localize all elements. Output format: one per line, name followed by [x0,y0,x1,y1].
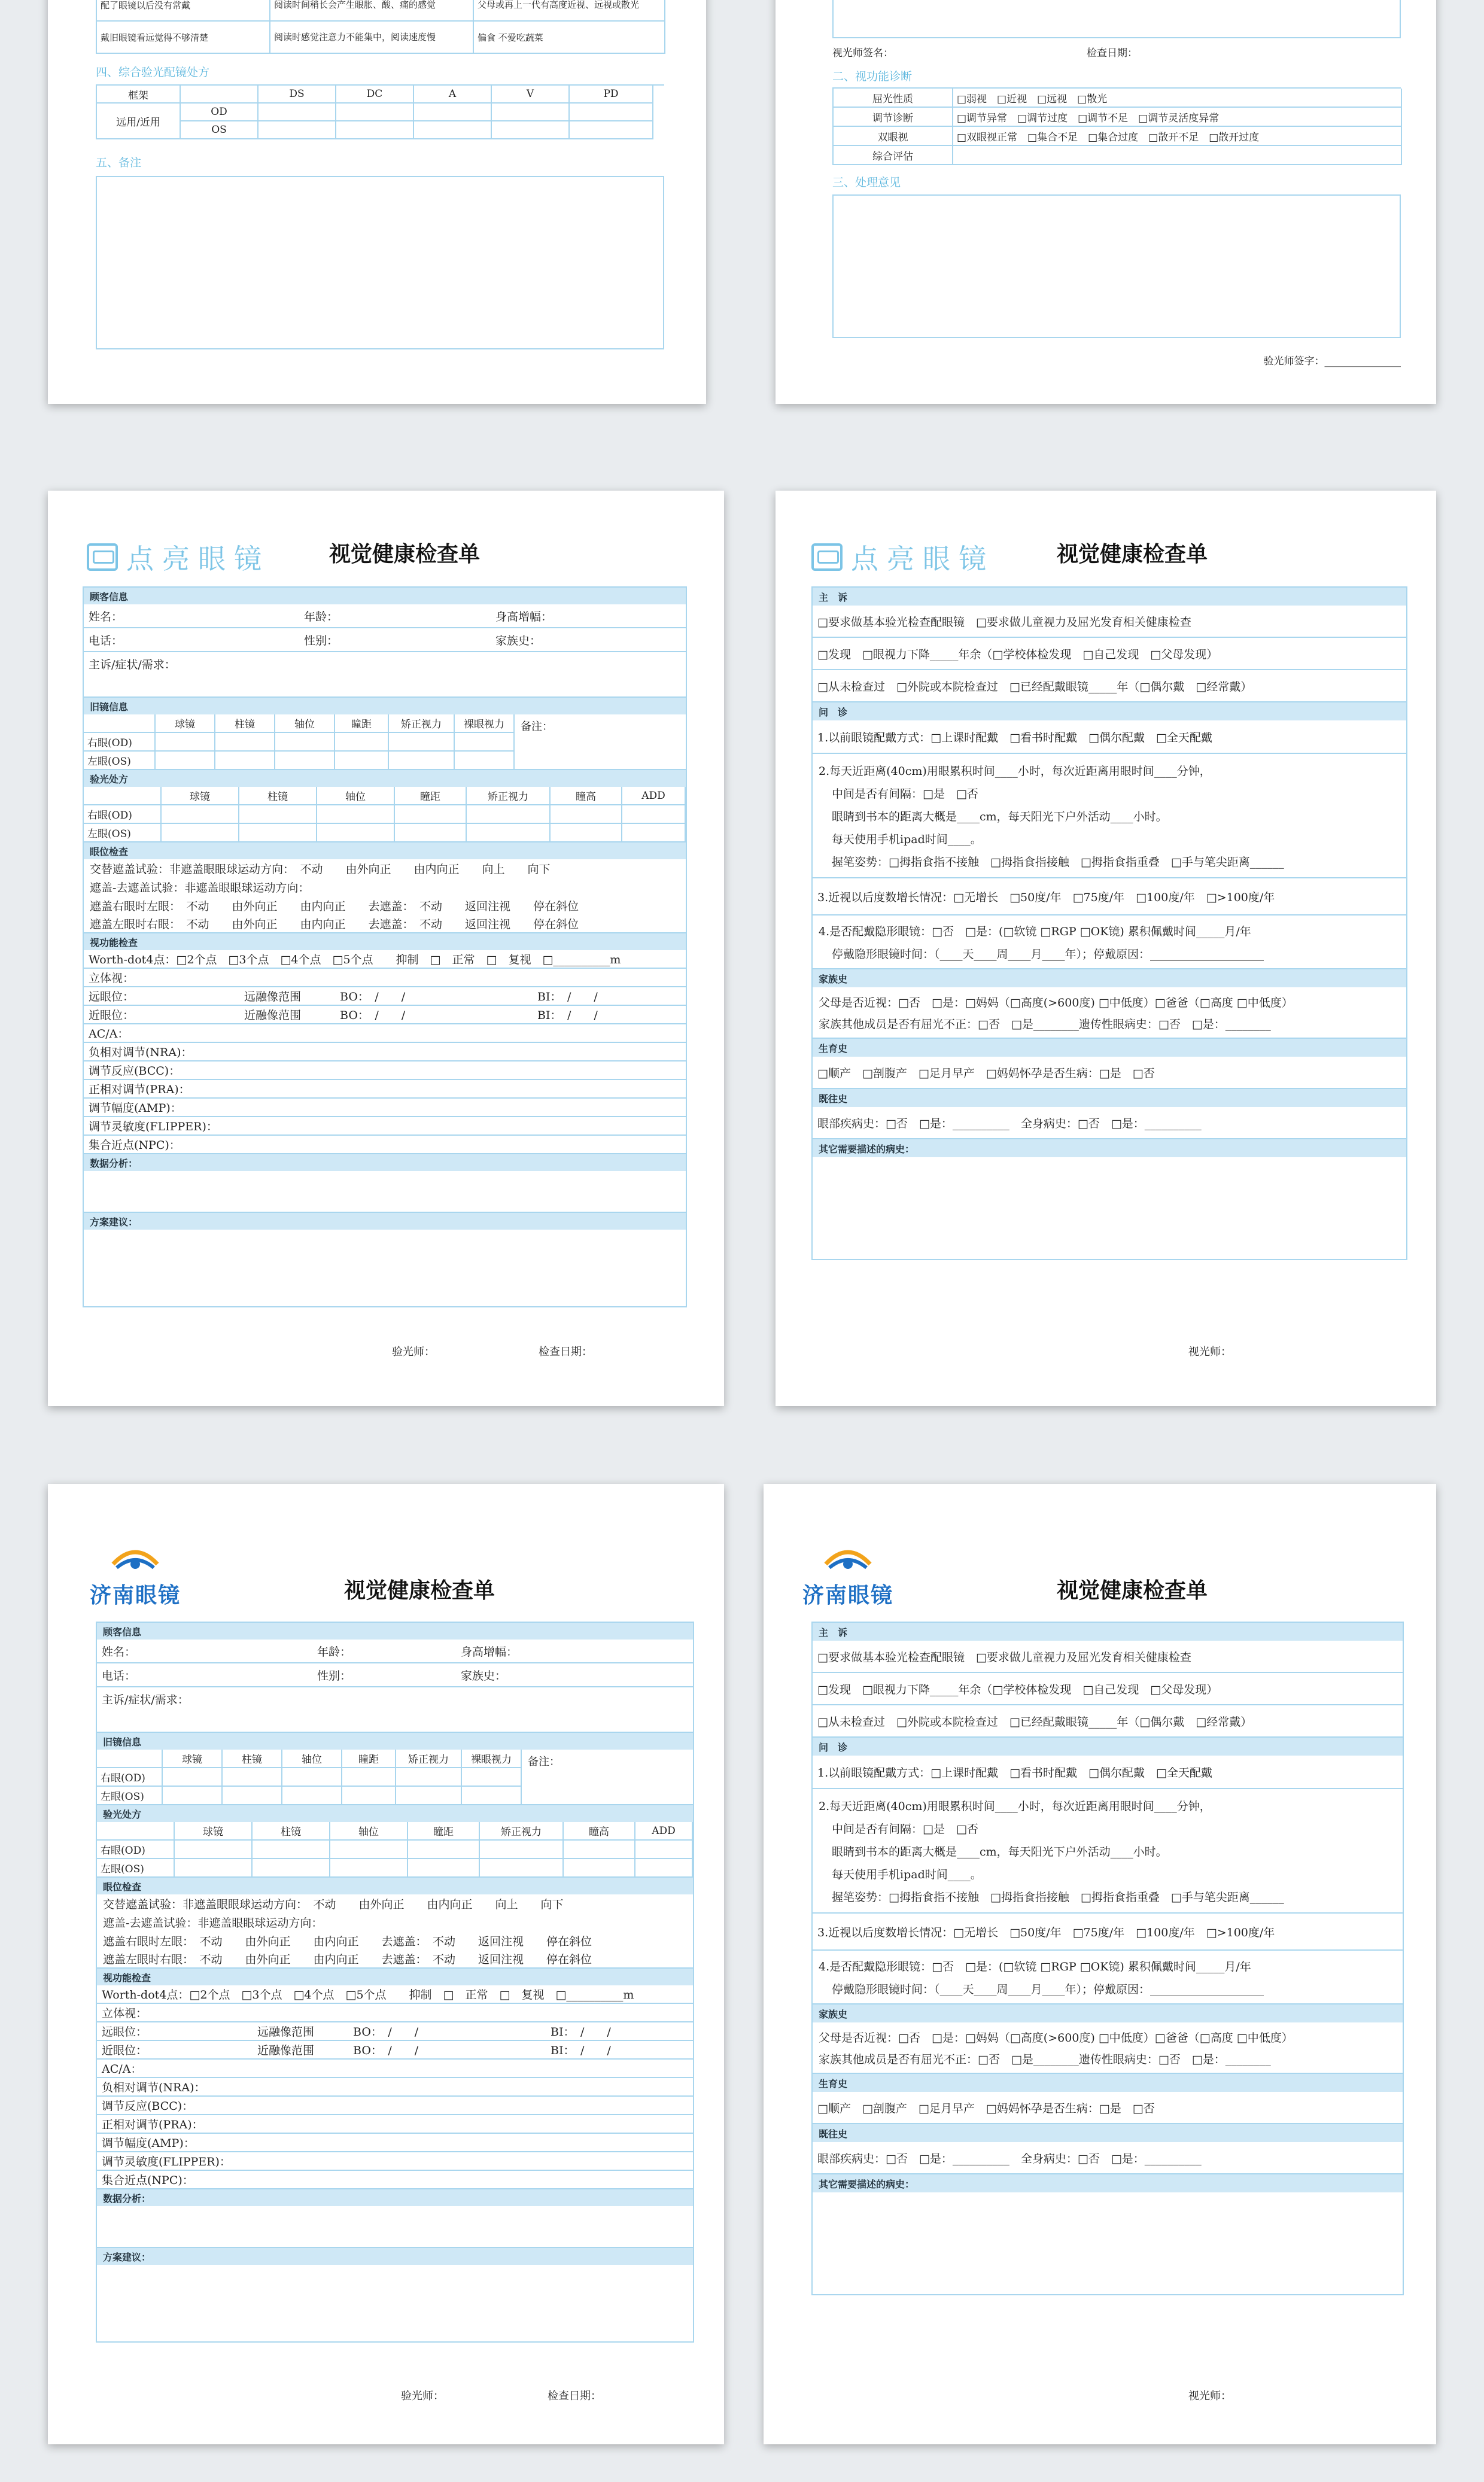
chief-option[interactable]: □从未检查过 □外院或本院检查过 □已经配戴眼镜_____年（□偶尔戴 □经常戴） [813,670,1406,702]
row-label: 左眼(OS) [97,1787,163,1805]
phone-field[interactable]: 电话： [89,634,123,647]
sheet-exam-form-2 [48,1484,724,2444]
rx-header: V [492,86,570,104]
flipper-field[interactable]: 调节灵敏度(FLIPPER)： [97,2152,693,2171]
date-label: 检查日期： [548,2390,601,2402]
row-label: 右眼(OD) [97,1768,163,1787]
table-header: 瞳距 [335,714,389,733]
npc-field[interactable]: 集合近点(NPC)： [84,1136,686,1154]
table-header [84,714,156,733]
sign-label: 视光师： [1188,2390,1231,2402]
row-label: 左眼(OS) [84,824,162,842]
logo-text: 济南眼镜 [90,1583,181,1608]
fusion-range: 近融像范围 [257,2044,315,2057]
age-field[interactable]: 年龄： [317,1645,352,1659]
section-heading: 三、处理意见 [832,176,901,189]
chief-option[interactable]: □发现 □眼视力下降_____年余（□学校体检发现 □自己发现 □父母发现） [813,638,1406,670]
logo-jinan [90,1544,181,1609]
family-header: 家族史 [813,969,1406,987]
other-header: 其它需要描述的病史： [813,1139,1406,1157]
inquiry-q3[interactable]: 3.近视以后度数增长情况：□无增长 □50度/年 □75度/年 □100度/年 □>100度/年 [813,1914,1403,1951]
chief-option[interactable]: □从未检查过 □外院或本院检查过 □已经配戴眼镜_____年（□偶尔戴 □经常戴） [813,1705,1403,1738]
function-header: 视功能检查 [84,933,686,950]
rx-header: DS [259,86,336,104]
table-header: 轴位 [317,787,395,805]
family-line[interactable]: 父母是否近视：□否 □是：□妈妈（□高度(>600度) □中低度）□爸爸（□高度 □中低度） [819,2031,1293,2045]
plan-box[interactable] [97,2265,693,2341]
family-line[interactable]: 家族其他成员是否有屈光不正：□否 □是________遗传性眼病史：□否 □是：________ [819,1017,1271,1031]
treatment-box[interactable] [832,194,1401,338]
bo-field[interactable]: BO： / / [340,990,406,1003]
past-line[interactable]: 眼部疾病史：□否 □是：__________ 全身病史：□否 □是：__________ [813,2142,1403,2174]
date-label: 检查日期： [539,1346,592,1358]
refraction-header: 验光处方 [97,1805,693,1822]
chief-option[interactable]: □要求做基本验光检查配眼镜 □要求做儿童视力及屈光发育相关健康检查 [813,606,1406,638]
risk-cell: 阅读时感觉注意力不能集中，阅读速度慢 [270,22,474,54]
bi-field[interactable]: BI： / / [537,990,598,1003]
table-header [97,1822,175,1841]
other-box[interactable] [813,2192,1403,2294]
rx-blank [181,86,259,104]
inquiry-q2[interactable]: 每天使用手机ipad时间____。 [832,832,982,846]
risk-cell: 偏食 不爱吃蔬菜 [474,22,665,54]
old-glasses-header: 旧镜信息 [97,1733,693,1750]
inquiry-q1[interactable]: 1.以前眼镜配戴方式：□上课时配戴 □看书时配戴 □偶尔配戴 □全天配戴 [813,1756,1403,1789]
refraction-header: 验光处方 [84,770,686,787]
diag-options[interactable]: □调节异常 □调节过度 □调节不足 □调节灵活度异常 [953,108,1402,127]
bo-field[interactable]: BO： / / [353,2025,419,2039]
eye-line: 交替遮盖试验：非遮盖眼眼球运动方向： 不动 由外向正 由内向正 向上 向下 [90,863,551,876]
customer-info-header: 顾客信息 [97,1623,693,1640]
eye-line: 遮盖-去遮盖试验：非遮盖眼眼球运动方向： [90,881,310,895]
diag-options[interactable]: □双眼视正常 □集合不足 □集合过度 □散开不足 □散开过度 [953,127,1402,146]
sheet-top-left [48,0,706,404]
bo-field[interactable]: BO： / / [340,1009,406,1022]
rx-header: PD [570,86,653,104]
logo-jinan [802,1544,893,1609]
gender-field[interactable]: 性别： [317,1669,352,1683]
bi-field[interactable]: BI： / / [551,2025,611,2039]
table-header: 矫正视力 [467,787,551,805]
remarks-box[interactable] [96,176,664,349]
logo-dianliang [811,537,995,577]
nra-field[interactable]: 负相对调节(NRA)： [97,2078,693,2097]
page-title: 视觉健康检查单 [329,542,481,567]
diag-label: 屈光性质 [834,89,953,108]
name-field[interactable]: 姓名： [89,610,123,623]
note-field[interactable]: 备注： [522,1750,693,1805]
npc-field[interactable]: 集合近点(NPC)： [97,2171,693,2189]
family-line[interactable]: 父母是否近视：□否 □是：□妈妈（□高度(>600度) □中低度）□爸爸（□高度 □中低度） [819,996,1293,1009]
table-header: 矫正视力 [389,714,455,733]
rx-os: OS [181,121,259,139]
diag-options[interactable]: □弱视 □近视 □远视 □散光 [953,89,1402,108]
diag-label: 调节诊断 [834,108,953,127]
history-form [811,1622,1404,2295]
stereo-field[interactable]: 立体视： [84,969,686,987]
inquiry-q2[interactable]: 每天使用手机ipad时间____。 [832,1867,982,1881]
table-header: 球镜 [175,1822,253,1841]
inquiry-q2[interactable]: 中间是否有间隔：□是 □否 [832,787,978,801]
diag-options[interactable] [953,146,1402,165]
rx-header: DC [336,86,414,104]
old-glasses-header: 旧镜信息 [84,698,686,714]
risk-cell: 配了眼镜以后没有常戴 [97,0,270,22]
ac-a-field[interactable]: AC/A： [84,1024,686,1043]
family-field[interactable]: 家族史： [495,634,542,647]
bi-field[interactable]: BI： / / [537,1009,598,1022]
rx-label: 远用/近用 [97,104,181,139]
rx-header: A [414,86,492,104]
table-header: 球镜 [163,1750,223,1768]
inquiry-q1[interactable]: 1.以前眼镜配戴方式：□上课时配戴 □看书时配戴 □偶尔配戴 □全天配戴 [813,720,1406,754]
table-header: 矫正视力 [396,1750,462,1768]
plan-header: 方案建议： [97,2248,693,2265]
past-line[interactable]: 眼部疾病史：□否 □是：__________ 全身病史：□否 □是：__________ [813,1107,1406,1139]
stereo-field[interactable]: 立体视： [97,2004,693,2022]
logo-dianliang [87,537,270,577]
pra-field[interactable]: 正相对调节(PRA)： [97,2115,693,2134]
analysis-header: 数据分析： [97,2189,693,2206]
chief-header: 主 诉 [813,588,1406,606]
age-field[interactable]: 年龄： [304,610,339,623]
bottom-sign: 验光师签字：_______________ [1263,355,1401,367]
amp-field[interactable]: 调节幅度(AMP)： [84,1099,686,1117]
risk-cell: 戴旧眼镜看远觉得不够清楚 [97,22,270,54]
chief-option[interactable]: □发现 □眼视力下降_____年余（□学校体检发现 □自己发现 □父母发现） [813,1673,1403,1705]
table-header: 瞳高 [551,787,622,805]
exam-form [83,586,687,1307]
inquiry-q3[interactable]: 3.近视以后度数增长情况：□无增长 □50度/年 □75度/年 □100度/年 □>100度/年 [813,878,1406,915]
birth-header: 生育史 [813,2074,1403,2092]
fusion-range: 远融像范围 [244,990,302,1003]
logo-text: 济南眼镜 [802,1583,894,1608]
nra-field[interactable]: 负相对调节(NRA)： [84,1043,686,1061]
eye-line: 遮盖左眼时右眼： 不动 由外向正 由内向正 去遮盖： 不动 返回注视 停在斜位 [97,1950,693,1969]
table-header: 柱镜 [239,787,317,805]
complaint-field[interactable]: 主诉/症状/需求： [84,652,686,698]
table-header: 柱镜 [253,1822,330,1841]
inquiry-q2[interactable]: 握笔姿势：□拇指食指不接触 □拇指食指接触 □拇指食指重叠 □手与笔尖距离______ [832,855,1284,869]
inquiry-q2[interactable]: 握笔姿势：□拇指食指不接触 □拇指食指接触 □拇指食指重叠 □手与笔尖距离______ [832,1890,1284,1904]
sheet-top-right [776,0,1436,404]
glasses-icon [811,543,843,571]
sheet-exam-form-1 [48,491,724,1406]
table-header: 矫正视力 [480,1822,564,1841]
table-header: 裸眼视力 [462,1750,522,1768]
table-header: 轴位 [330,1822,408,1841]
row-label: 右眼(OD) [84,805,162,824]
table-header: 柱镜 [223,1750,282,1768]
amp-field[interactable]: 调节幅度(AMP)： [97,2134,693,2152]
risk-table [96,0,664,54]
logo-text: 点亮眼镜 [851,543,995,575]
table-header: 轴位 [275,714,335,733]
rx-od: OD [181,104,259,121]
inquiry-header: 问 诊 [813,702,1406,720]
chief-header: 主 诉 [813,1623,1403,1641]
table-header: 轴位 [282,1750,342,1768]
diag-label: 综合评估 [834,146,953,165]
birth-line[interactable]: □顺产 □剖腹产 □足月早产 □妈妈怀孕是否生病：□是 □否 [813,2092,1403,2124]
row-label: 右眼(OD) [84,733,156,752]
table-header: ADD [635,1822,693,1841]
section-heading: 四、综合验光配镜处方 [96,66,210,79]
chief-option[interactable]: □要求做基本验光检查配眼镜 □要求做儿童视力及屈光发育相关健康检查 [813,1641,1403,1673]
table-header: 球镜 [156,714,215,733]
diagnosis-table [832,87,1401,165]
near-position[interactable]: 近眼位： [102,2044,148,2057]
analysis-header: 数据分析： [84,1154,686,1171]
eye-logo-icon [821,1544,875,1576]
height-field[interactable]: 身高增幅： [495,610,553,623]
family-field[interactable]: 家族史： [461,1669,507,1683]
worth-test[interactable]: Worth-dot4点：□2个点 □3个点 □4个点 □5个点 抑制 □ 正常 □ 复视 □__________m [84,950,686,969]
logo-text: 点亮眼镜 [126,543,270,575]
bi-field[interactable]: BI： / / [551,2044,611,2057]
height-field[interactable]: 身高增幅： [461,1645,518,1659]
rx-table [96,84,664,139]
far-position[interactable]: 远眼位： [89,990,135,1003]
page-title: 视觉健康检查单 [1057,542,1208,567]
sheet-history-2 [764,1484,1436,2444]
pra-field[interactable]: 正相对调节(PRA)： [84,1080,686,1099]
table-header [97,1750,163,1768]
glasses-icon [87,543,118,571]
rx-header: 框架 [97,86,181,104]
optometrist-sign-label: 视光师签名： [832,47,893,59]
analysis-box[interactable] [97,2206,693,2248]
phone-field[interactable]: 电话： [102,1669,136,1683]
flipper-field[interactable]: 调节灵敏度(FLIPPER)： [84,1117,686,1136]
row-label: 左眼(OS) [84,752,156,770]
page-title: 视觉健康检查单 [344,1578,495,1603]
birth-header: 生育史 [813,1039,1406,1057]
sign-label: 视光师： [1188,1346,1231,1358]
table-header: 球镜 [162,787,239,805]
eye-line: 遮盖右眼时左眼： 不动 由外向正 由内向正 去遮盖： 不动 返回注视 停在斜位 [103,1935,592,1948]
table-header: 瞳距 [408,1822,480,1841]
fusion-range: 近融像范围 [244,1009,302,1022]
table-header: 瞳高 [564,1822,635,1841]
past-header: 既往史 [813,1089,1406,1107]
eye-line: 遮盖-去遮盖试验：非遮盖眼眼球运动方向： [103,1917,323,1930]
inquiry-q4[interactable]: 4.是否配戴隐形眼镜：□否 □是：(□软镜 □RGP □OK镜) 累积佩戴时间_____月/年 [819,924,1251,938]
inquiry-q2[interactable]: 眼睛到书本的距离大概是____cm，每天阳光下户外活动____小时。 [832,810,1167,823]
plan-box[interactable] [84,1230,686,1306]
optometrist-label: 验光师： [401,2390,444,2402]
table-header: 裸眼视力 [455,714,515,733]
eye-logo-icon [108,1544,162,1576]
eye-line: 交替遮盖试验：非遮盖眼眼球运动方向： 不动 由外向正 由内向正 向上 向下 [103,1898,564,1911]
inquiry-q2[interactable]: 中间是否有间隔：□是 □否 [832,1822,978,1836]
table-header: ADD [622,787,686,805]
section-heading: 二、视功能诊断 [832,70,913,83]
function-header: 视功能检查 [97,1969,693,1985]
ac-a-field[interactable]: AC/A： [97,2060,693,2078]
bcc-field[interactable]: 调节反应(BCC)： [97,2097,693,2115]
table-header: 瞳距 [342,1750,396,1768]
findings-box [832,0,1401,38]
row-label: 左眼(OS) [97,1859,175,1878]
history-form [811,586,1407,1260]
plan-header: 方案建议： [84,1213,686,1230]
risk-cell: 阅读时间稍长会产生眼胀、酸、痛的感觉 [270,0,474,22]
near-position[interactable]: 近眼位： [89,1009,135,1022]
family-line[interactable]: 家族其他成员是否有屈光不正：□否 □是________遗传性眼病史：□否 □是：________ [819,2052,1271,2066]
table-header [84,787,162,805]
sheet-history-1 [776,491,1436,1406]
eye-position-header: 眼位检查 [84,842,686,859]
other-header: 其它需要描述的病史： [813,2174,1403,2192]
inquiry-q2[interactable]: 眼睛到书本的距离大概是____cm，每天阳光下户外活动____小时。 [832,1845,1167,1859]
inquiry-q4[interactable]: 4.是否配戴隐形眼镜：□否 □是：(□软镜 □RGP □OK镜) 累积佩戴时间_____月/年 [819,1960,1251,1973]
inquiry-header: 问 诊 [813,1738,1403,1756]
eye-line: 遮盖左眼时右眼： 不动 由外向正 由内向正 去遮盖： 不动 返回注视 停在斜位 [84,915,686,933]
family-header: 家族史 [813,2005,1403,2022]
note-field[interactable]: 备注： [515,714,686,770]
far-position[interactable]: 远眼位： [102,2025,148,2039]
inquiry-q2[interactable]: 2.每天近距离(40cm)用眼累积时间____小时，每次近距离用眼时间____分钟， [819,764,1211,778]
gender-field[interactable]: 性别： [304,634,339,647]
section-heading: 五、备注 [96,156,142,169]
bo-field[interactable]: BO： / / [353,2044,419,2057]
customer-info-header: 顾客信息 [84,588,686,604]
inquiry-q4[interactable]: 停戴隐形眼镜时间：（____天____周____月____年）；停戴原因：____________________ [832,947,1264,961]
analysis-box[interactable] [84,1171,686,1213]
past-header: 既往史 [813,2124,1403,2142]
name-field[interactable]: 姓名： [102,1645,136,1659]
fusion-range: 远融像范围 [257,2025,315,2039]
optometrist-label: 验光师： [392,1346,435,1358]
inquiry-q4[interactable]: 停戴隐形眼镜时间：（____天____周____月____年）；停戴原因：____________________ [832,1982,1264,1996]
risk-cell: 父母或再上一代有高度近视、远视或散光 [474,0,665,22]
page-title: 视觉健康检查单 [1057,1578,1208,1603]
complaint-field[interactable]: 主诉/症状/需求： [97,1687,693,1733]
bcc-field[interactable]: 调节反应(BCC)： [84,1061,686,1080]
exam-form [96,1622,694,2343]
table-header: 柱镜 [215,714,275,733]
inquiry-q2[interactable]: 2.每天近距离(40cm)用眼累积时间____小时，每次近距离用眼时间____分钟， [819,1799,1211,1813]
birth-line[interactable]: □顺产 □剖腹产 □足月早产 □妈妈怀孕是否生病：□是 □否 [813,1057,1406,1089]
diag-label: 双眼视 [834,127,953,146]
other-box[interactable] [813,1157,1406,1259]
table-header: 瞳距 [395,787,467,805]
worth-test[interactable]: Worth-dot4点：□2个点 □3个点 □4个点 □5个点 抑制 □ 正常 □ 复视 □__________m [97,1985,693,2004]
eye-line: 遮盖右眼时左眼： 不动 由外向正 由内向正 去遮盖： 不动 返回注视 停在斜位 [90,900,579,913]
exam-date-label: 检查日期： [1087,47,1138,59]
eye-position-header: 眼位检查 [97,1878,693,1894]
row-label: 右眼(OD) [97,1841,175,1859]
